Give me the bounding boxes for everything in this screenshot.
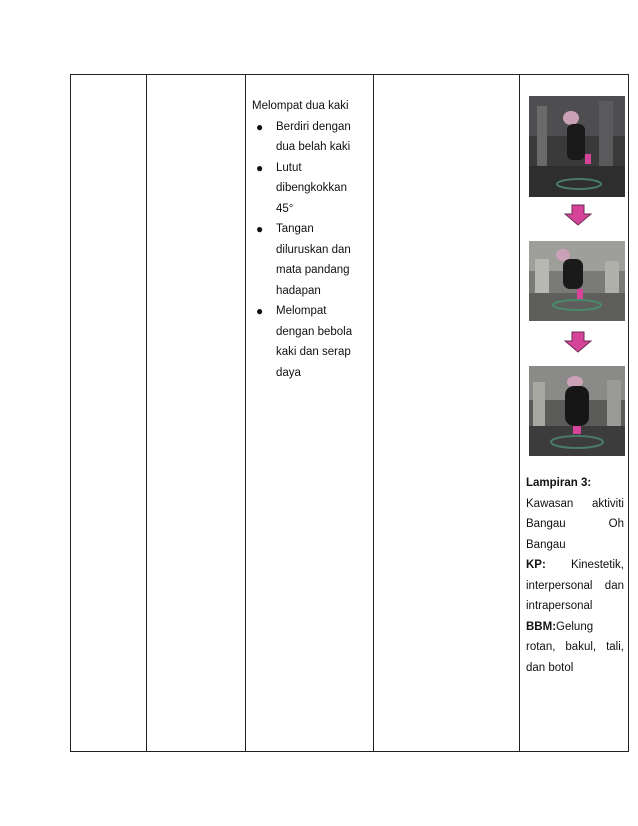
lampiran-title: Lampiran 3: <box>526 477 592 489</box>
list-item <box>252 219 369 301</box>
down-arrow-icon <box>564 204 592 226</box>
step-line: Berdiri dengan <box>276 120 351 133</box>
list-item <box>252 158 369 220</box>
jump-photo-1 <box>529 96 625 197</box>
step-line: dengan bebola <box>276 325 353 338</box>
table-cell-illustration <box>520 75 629 752</box>
step-line: kaki dan serap <box>276 346 351 358</box>
table-cell-col4 <box>374 75 520 752</box>
bbm-line: rotan, bakul, tali, <box>526 641 624 653</box>
table-cell-col1 <box>71 75 147 752</box>
kp-line: interpersonal dan <box>526 579 624 592</box>
jump-photo-3 <box>529 366 625 456</box>
kawasan-line: Bangau Oh <box>526 518 624 530</box>
lampiran-notes <box>526 473 624 678</box>
step-line: dua belah kaki <box>276 141 351 153</box>
step-line: hadapan <box>276 284 321 297</box>
step-line: Melompat <box>276 305 327 317</box>
lesson-table <box>70 74 629 752</box>
bullet-icon: ● <box>256 119 264 134</box>
step-line: diluruskan dan <box>276 243 351 256</box>
list-item <box>252 117 369 158</box>
step-line: Lutut <box>276 161 302 174</box>
kawasan-line: Kawasan aktiviti <box>526 497 624 510</box>
kawasan-line: Bangau <box>526 538 566 551</box>
bbm-line: dan botol <box>526 661 574 674</box>
jump-photo-2 <box>529 241 625 321</box>
activity-intro: Melompat dua kaki <box>252 100 349 112</box>
step-line: Tangan <box>276 223 314 235</box>
step-line: daya <box>276 366 301 379</box>
kp-line: KP: Kinestetik, <box>526 559 624 571</box>
step-line: mata pandang <box>276 264 350 276</box>
list-item <box>252 301 369 383</box>
step-line: 45° <box>276 202 294 215</box>
step-list <box>252 117 369 384</box>
kp-line: intrapersonal <box>526 600 593 612</box>
down-arrow-icon <box>564 331 592 353</box>
table-cell-activity-steps <box>246 75 374 752</box>
bullet-icon: ● <box>256 160 264 175</box>
table-row <box>71 75 629 752</box>
bbm-line: BBM:Gelung <box>526 620 594 633</box>
step-line: dibengkokkan <box>276 182 347 194</box>
bullet-icon: ● <box>256 222 264 236</box>
bullet-icon: ● <box>256 304 264 318</box>
table-cell-col2 <box>147 75 246 752</box>
